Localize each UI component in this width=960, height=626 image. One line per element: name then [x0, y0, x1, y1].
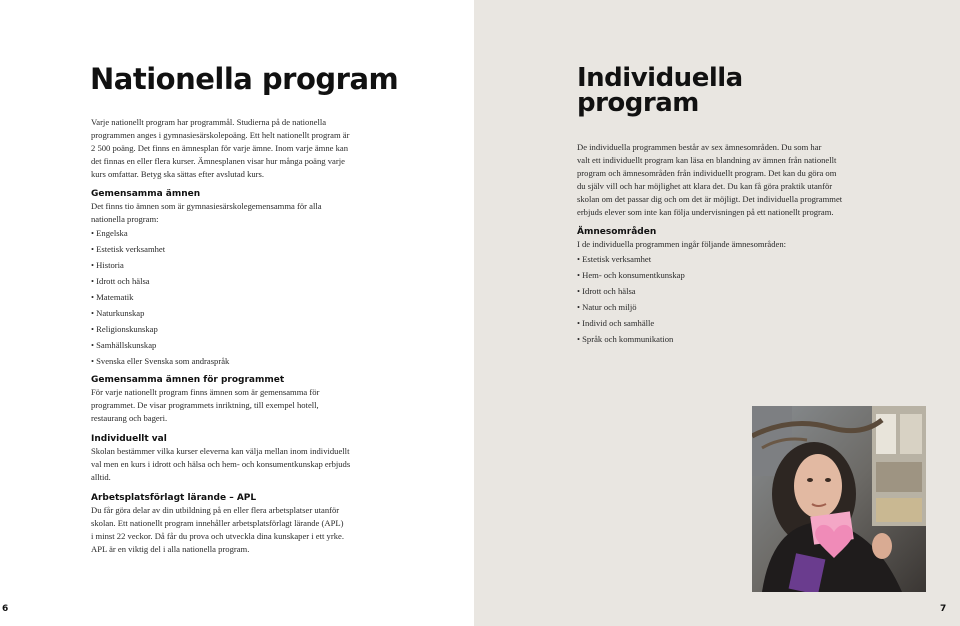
- section-text-line: Du får göra delar av din utbildning på en eller flera arbetsplatser utanför: [91, 505, 340, 515]
- subject-list: [91, 227, 373, 371]
- section-text-line: programmet. De visar programmets inriktning, till exempel hotell,: [91, 400, 319, 410]
- list-item: • Samhällskunskap: [91, 340, 157, 350]
- list-item: • Historia: [91, 260, 124, 270]
- list-item: • Idrott och hälsa: [577, 286, 636, 296]
- intro-line: kurs omfattar. Betyg ska sättas efter avslutad kurs.: [91, 169, 265, 179]
- intro-line: De individuella programmen består av sex ämnesområden. Du som har: [577, 142, 822, 152]
- person-with-paper-heart-photo: [752, 406, 926, 592]
- page-number-left: 6: [2, 604, 9, 614]
- section-text-line: För varje nationellt program finns ämnen som är gemensamma för: [91, 387, 320, 397]
- section-gemensamma-amnen: [91, 188, 373, 226]
- intro-nationella: [91, 116, 373, 181]
- section-heading: Gemensamma ämnen: [91, 189, 201, 199]
- intro-line: skolan om det passar dig och om det är möjligt. Det individuella programmet: [577, 194, 843, 204]
- page-title-individuella: [577, 63, 743, 118]
- list-item: • Engelska: [91, 228, 128, 238]
- intro-individuella: [577, 141, 867, 219]
- section-heading: Arbetsplatsförlagt lärande – APL: [91, 493, 257, 503]
- section-text-line: i minst 22 veckor. Då får du prova och utveckla dina kunskaper i ett yrke.: [91, 531, 344, 541]
- intro-line: erbjuds elever som inte kan följa undervisningen på ett nationellt program.: [577, 207, 834, 217]
- section-heading: Ämnesområden: [577, 227, 657, 237]
- section-heading: Gemensamma ämnen för programmet: [91, 375, 285, 385]
- section-text-line: nationella program:: [91, 214, 159, 224]
- section-gemensamma-programmet: [91, 374, 373, 425]
- intro-line: programmen anges i gymnasiesärskolepoäng. Ett helt nationellt program är: [91, 130, 350, 140]
- list-item: • Estetisk verksamhet: [91, 244, 166, 254]
- list-item: • Språk och kommunikation: [577, 334, 674, 344]
- list-item: • Individ och samhälle: [577, 318, 655, 328]
- section-text-line: Skolan bestämmer vilka kurser eleverna kan välja mellan inom individuellt: [91, 446, 350, 456]
- list-item: • Svenska eller Svenska som andraspråk: [91, 356, 230, 366]
- intro-line: valt ett individuellt program kan läsa en blandning av ämnen från nationellt: [577, 155, 837, 165]
- list-item: • Naturkunskap: [91, 308, 145, 318]
- area-list: [577, 253, 867, 349]
- list-item: • Hem- och konsumentkunskap: [577, 270, 685, 280]
- section-heading: Individuellt val: [91, 434, 167, 444]
- section-text-line: skolan. Ett nationellt program innehåller arbetsplatsförlagt lärande (APL): [91, 518, 344, 528]
- section-individuellt-val: [91, 433, 373, 484]
- intro-line: Varje nationellt program har programmål. Studierna på de nationella: [91, 117, 327, 127]
- intro-line: det finnas en eller flera kurser. Ämnesplanen visar hur många poäng varje: [91, 156, 345, 166]
- list-item: • Matematik: [91, 292, 134, 302]
- page-title-nationella: Nationella program: [90, 62, 399, 96]
- page-number-right: 7: [940, 604, 947, 614]
- section-text-line: APL är en viktig del i alla nationella program.: [91, 544, 250, 554]
- title-line: Individuella: [577, 63, 743, 93]
- intro-line: program och ämnesområden från individuellt program. Det kan du göra om: [577, 168, 837, 178]
- section-text-line: I de individuella programmen ingår följande ämnesområden:: [577, 239, 787, 249]
- list-item: • Natur och miljö: [577, 302, 637, 312]
- section-amnesomraden: [577, 226, 867, 251]
- photo-illustration: [752, 406, 926, 592]
- intro-line: 2 500 poäng. Det finns en ämnesplan för varje ämne. Inom varje ämne kan: [91, 143, 349, 153]
- intro-line: du själv vill och har möjlighet att klara det. Du kan få göra praktik utanför: [577, 181, 833, 191]
- list-item: • Idrott och hälsa: [91, 276, 150, 286]
- section-text-line: Det finns tio ämnen som är gymnasiesärskolegemensamma för alla: [91, 201, 322, 211]
- section-text-line: restaurang och bageri.: [91, 413, 168, 423]
- list-item: • Estetisk verksamhet: [577, 254, 652, 264]
- list-item: • Religionskunskap: [91, 324, 158, 334]
- section-text-line: val men en kurs i idrott och hälsa och hem- och konsumentkunskap erbjuds: [91, 459, 351, 469]
- section-apl: [91, 492, 373, 556]
- section-text-line: alltid.: [91, 472, 111, 482]
- title-line: program: [577, 88, 699, 118]
